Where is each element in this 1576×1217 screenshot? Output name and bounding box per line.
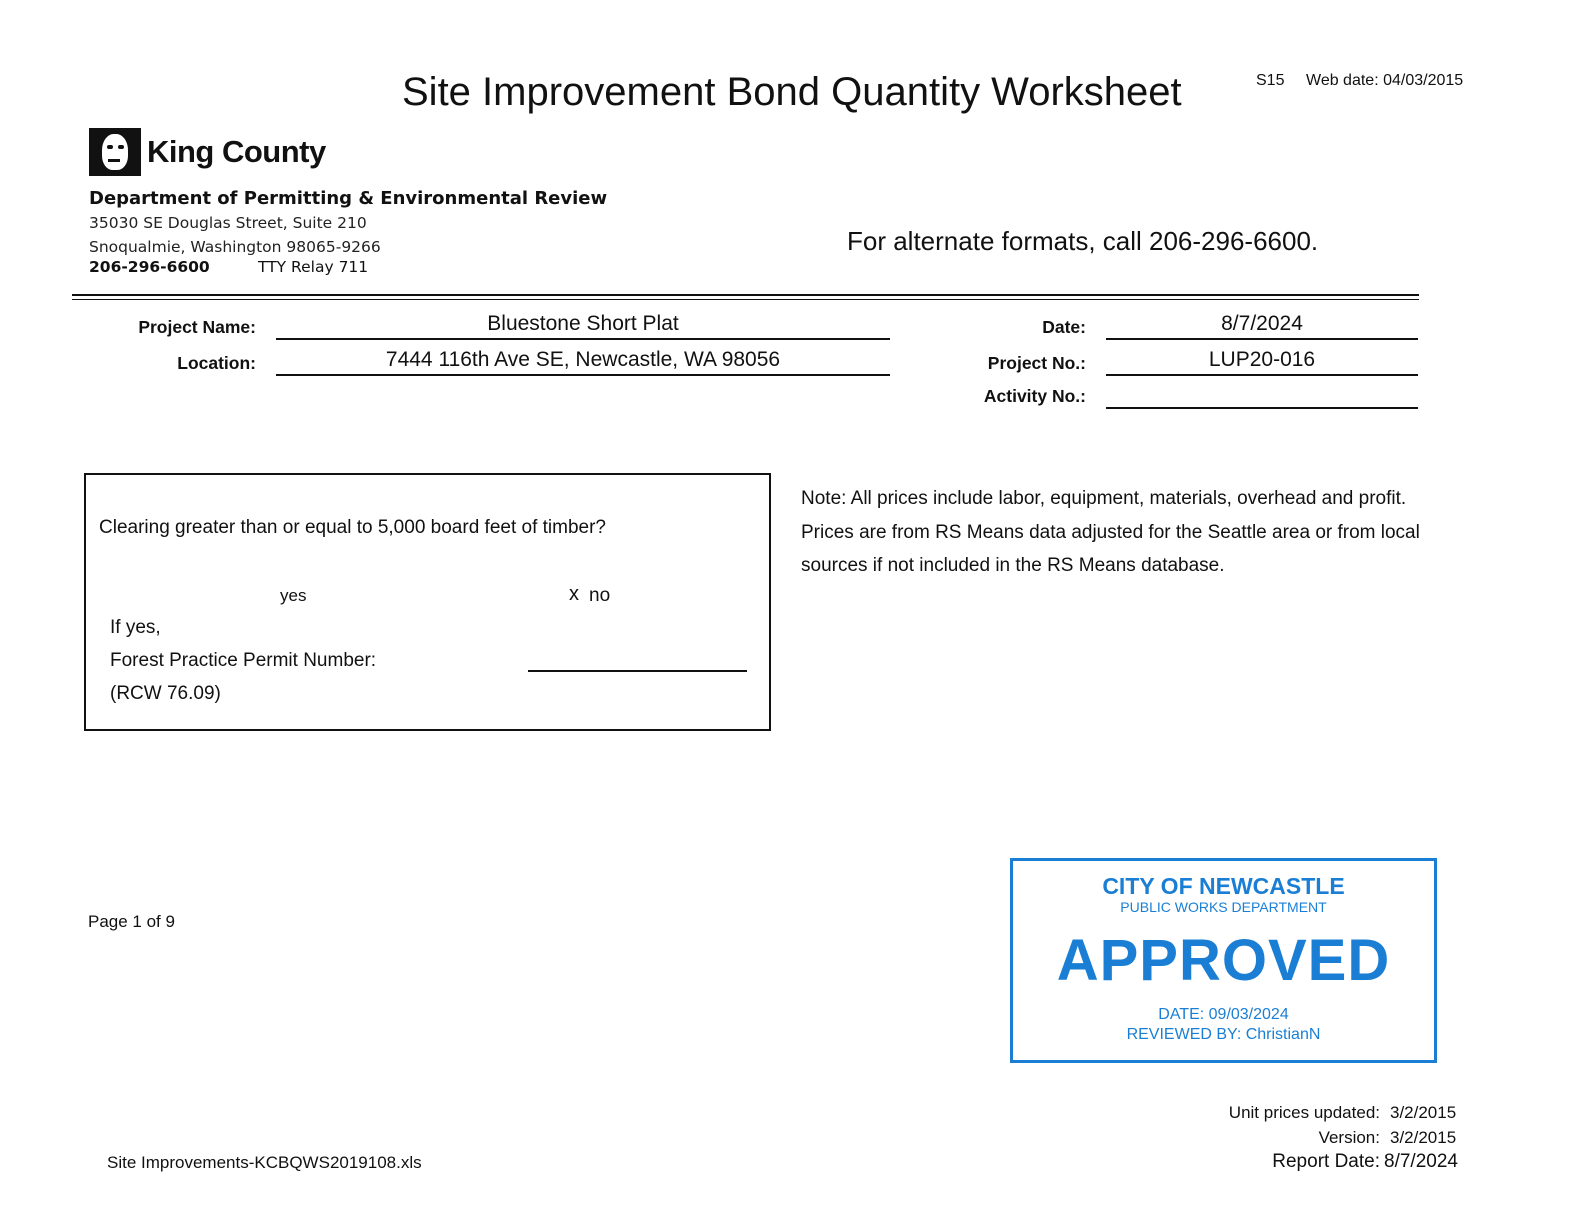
activity-no-label: Activity No.: [983, 386, 1086, 406]
web-date: Web date: 04/03/2015 [1306, 72, 1464, 89]
alternate-formats-note: For alternate formats, call 206-296-6600. [847, 226, 1319, 256]
project-no-value: LUP20-016 [1208, 348, 1316, 371]
page-number: Page 1 of 9 [88, 912, 175, 931]
project-no-label: Project No.: [987, 353, 1086, 373]
stamp-status: APPROVED [1056, 928, 1391, 993]
report-date-label: Report Date: [1272, 1151, 1380, 1172]
pricing-note: Note: All prices include labor, equipment, materials, overhead and profit. Prices are from RS Means data adjusted for the Seattle area or from local sources if not included in the RS Means database. [801, 488, 1420, 576]
location-value: 7444 116th Ave SE, Newcastle, WA 98056 [385, 348, 781, 371]
stamp-city: CITY OF NEWCASTLE [1102, 873, 1345, 899]
date-label: Date: [1042, 317, 1086, 337]
version-value: 3/2/2015 [1390, 1128, 1457, 1147]
location-label: Location: [177, 353, 256, 373]
phone-number: 206-296-6600 [89, 258, 210, 276]
king-county-logo-icon [89, 128, 141, 176]
stamp-date: DATE: 09/03/2024 [1158, 1006, 1289, 1023]
form-code: S15 [1256, 72, 1285, 89]
no-option-mark[interactable]: x [569, 583, 579, 605]
address-line-2: Snoqualmie, Washington 98065-9266 [89, 238, 381, 256]
permit-number-label: Forest Practice Permit Number: [110, 650, 377, 671]
rcw-reference: (RCW 76.09) [110, 683, 221, 704]
activity-no-field[interactable] [1106, 379, 1418, 409]
version-label: Version: [1318, 1128, 1380, 1147]
permit-number-field[interactable] [528, 648, 747, 672]
unit-prices-value: 3/2/2015 [1390, 1103, 1457, 1122]
project-no-field[interactable] [1106, 346, 1418, 376]
source-filename: Site Improvements-KCBQWS2019108.xls [107, 1153, 422, 1172]
address-line-1: 35030 SE Douglas Street, Suite 210 [89, 214, 367, 232]
header-divider-thin [72, 299, 1419, 300]
location-field[interactable] [276, 346, 890, 376]
date-field[interactable] [1106, 310, 1418, 340]
king-county-logo [89, 128, 326, 176]
report-date-value: 8/7/2024 [1384, 1151, 1458, 1172]
if-yes-label: If yes, [110, 617, 161, 638]
approval-stamp [1010, 858, 1437, 1063]
no-option[interactable]: no [589, 585, 611, 606]
project-name-label: Project Name: [138, 317, 256, 337]
stamp-department: PUBLIC WORKS DEPARTMENT [1120, 899, 1327, 915]
yes-option[interactable]: yes [280, 586, 307, 605]
department-name: Department of Permitting & Environmental Review [89, 188, 608, 209]
tty-relay: TTY Relay 711 [258, 258, 369, 276]
unit-prices-label: Unit prices updated: [1228, 1103, 1380, 1122]
date-value: 8/7/2024 [1221, 312, 1303, 335]
clearing-question: Clearing greater than or equal to 5,000 board feet of timber? [99, 517, 606, 538]
worksheet-title: Site Improvement Bond Quantity Worksheet [402, 70, 1182, 114]
project-name-value: Bluestone Short Plat [487, 312, 679, 335]
stamp-reviewed-by: REVIEWED BY: ChristianN [1126, 1026, 1321, 1043]
project-name-field[interactable] [276, 310, 890, 340]
header-divider [72, 294, 1419, 296]
logo-text: King County [147, 134, 326, 169]
